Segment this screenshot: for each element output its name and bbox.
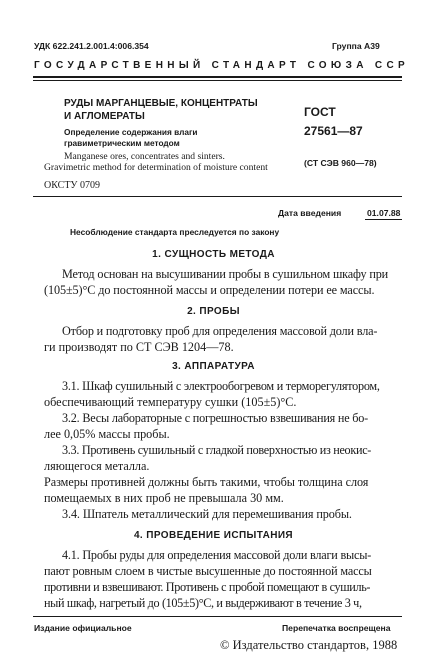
law-notice: Несоблюдение стандарта преследуется по закону xyxy=(70,227,280,237)
section-3-4-line: 3.4. Шпатель металлический для перемешивания пробы. xyxy=(62,507,352,521)
standard-subtitle: Определение содержания влаги xyxy=(64,127,198,137)
section-3-3-line-4: помещаемых в них проб не превышала 30 мм. xyxy=(44,491,284,505)
section-1-line-2: (105±5)°С до постоянной массы и определении потери ее массы. xyxy=(44,283,375,297)
english-title-line2: Gravimetric method for determination of moisture content xyxy=(44,162,268,173)
section-2-line-1: Отбор и подготовку проб для определения массовой доли вла- xyxy=(62,324,378,338)
section-3-3-line-2: ляющегося металла. xyxy=(44,459,150,473)
group-code: Группа А39 xyxy=(332,41,380,51)
section-4-title: 4. ПРОВЕДЕНИЕ ИСПЫТАНИЯ xyxy=(133,530,294,541)
section-2-line-2: ги производят по СТ СЭВ 1204—78. xyxy=(44,340,234,354)
section-4-1-line-4: ный шкаф, нагретый до (105±5)°С, и выдерживают в течение 3 ч, xyxy=(44,596,362,610)
effective-date-label: Дата введения xyxy=(278,208,342,218)
section-4-1-line-3: противни и взвешивают. Противень с пробой помещают в сушиль- xyxy=(44,580,371,594)
footer-rule xyxy=(33,616,402,617)
section-2-title: 2. ПРОБЫ xyxy=(187,306,240,317)
reprint-notice: Перепечатка воспрещена xyxy=(282,623,391,633)
top-rule-thin xyxy=(33,80,402,81)
okstu-code: ОКСТУ 0709 xyxy=(44,180,101,191)
gost-label: ГОСТ xyxy=(304,105,336,119)
section-3-1-line-2: обеспечивающий температуру сушки (105±5)°С. xyxy=(44,395,297,409)
gost-number: 27561—87 xyxy=(304,124,363,138)
state-standard-banner: ГОСУДАРСТВЕННЫЙ СТАНДАРТ СОЮЗА ССР xyxy=(34,60,410,71)
standard-subtitle-line2: гравиметрическим методом xyxy=(64,138,180,148)
section-3-1-line-1: 3.1. Шкаф сушильный с электрообогревом и терморегулятором, xyxy=(62,379,380,393)
standard-title-line2: И АГЛОМЕРАТЫ xyxy=(64,111,145,122)
title-block-rule xyxy=(33,196,402,197)
section-3-title: 3. АППАРАТУРА xyxy=(172,361,255,372)
udk-code: УДК 622.241.2.001.4:006.354 xyxy=(34,41,149,51)
section-3-2-line-1: 3.2. Весы лабораторные с погрешностью взвешивания не бо- xyxy=(62,411,369,425)
section-3-3-line-3: Размеры противней должны быть такими, чтобы толщина слоя xyxy=(44,475,369,489)
section-1-title: 1. СУЩНОСТЬ МЕТОДА xyxy=(152,249,275,260)
section-3-3-line-1: 3.3. Противень сушильный с гладкой поверхностью из неокис- xyxy=(62,443,372,457)
english-title: Manganese ores, concentrates and sinters. xyxy=(64,151,225,162)
copyright-line: © Издательство стандартов, 1988 xyxy=(220,638,398,652)
section-4-1-line-2: пают ровным слоем в чистые высушенные до постоянной массы xyxy=(44,564,372,578)
effective-date-value: 01.07.88 xyxy=(367,208,401,218)
sev-reference: (СТ СЭВ 960—78) xyxy=(304,158,377,168)
section-1-line-1: Метод основан на высушивании пробы в сушильном шкафу при xyxy=(62,267,389,281)
official-edition-note: Издание официальное xyxy=(34,623,132,633)
standard-title: РУДЫ МАРГАНЦЕВЫЕ, КОНЦЕНТРАТЫ xyxy=(64,98,258,109)
section-3-2-line-2: лее 0,05% массы пробы. xyxy=(44,427,170,441)
section-4-1-line-1: 4.1. Пробы руды для определения массовой доли влаги высы- xyxy=(62,548,372,562)
top-rule-thick xyxy=(33,76,402,78)
